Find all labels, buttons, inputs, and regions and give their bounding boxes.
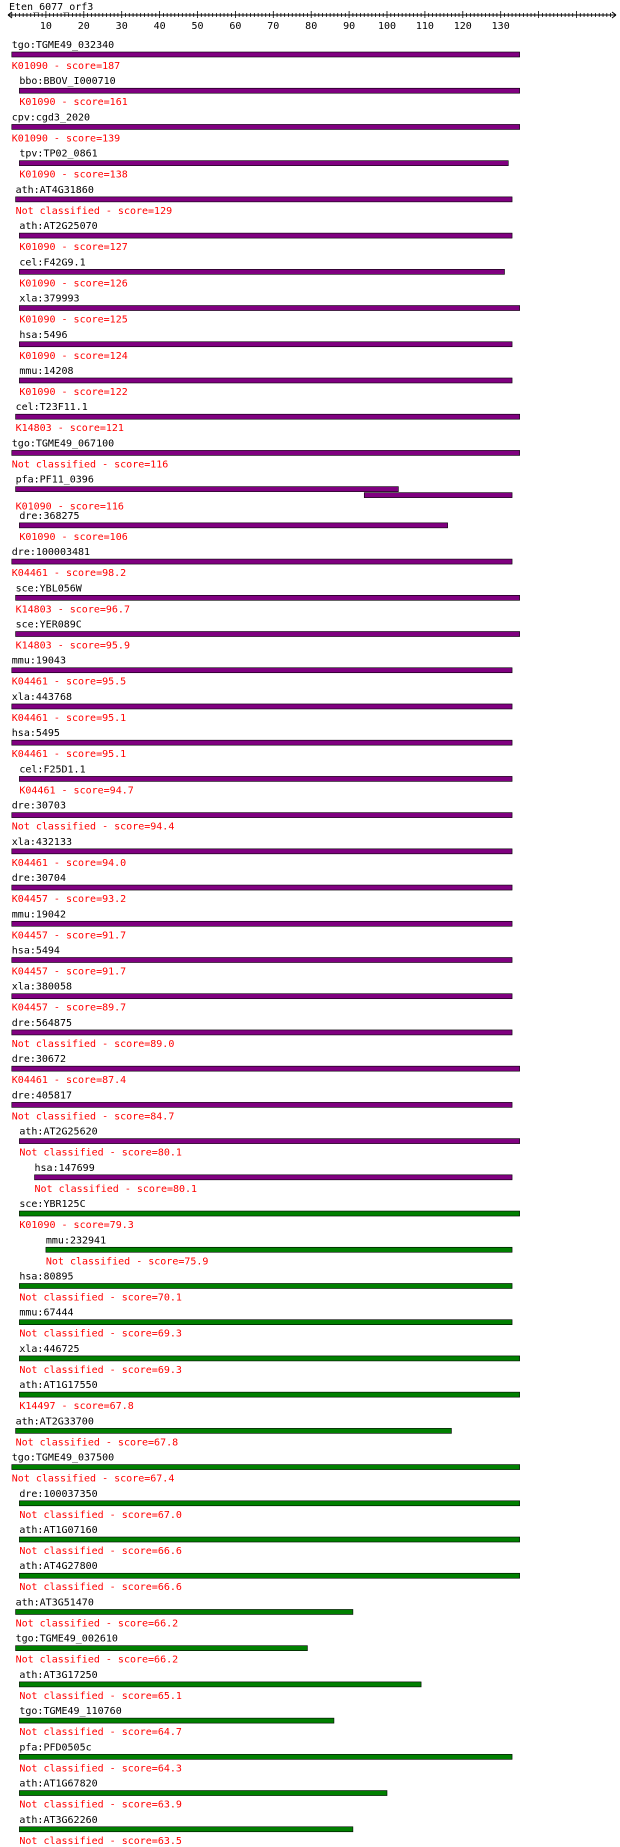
score-label: K01090 - score=127 [19, 242, 128, 254]
hit-row [19, 330, 512, 362]
alignment-bar[interactable] [16, 414, 520, 419]
gene-name-label[interactable]: ath:AT2G33700 [15, 1416, 94, 1428]
gene-name-label[interactable]: dre:564875 [11, 1017, 73, 1029]
alignment-bar[interactable] [12, 124, 520, 129]
score-label: K01090 - score=106 [19, 531, 128, 543]
hit-row [19, 1308, 512, 1340]
alignment-bar[interactable] [19, 161, 508, 166]
alignment-bar[interactable] [19, 1754, 512, 1759]
hit-row [12, 438, 520, 470]
hit-row [35, 1163, 513, 1195]
gene-name-label[interactable]: sce:YER089C [15, 619, 82, 631]
hit-row [12, 547, 512, 579]
gene-name-label[interactable]: dre:368275 [19, 510, 80, 522]
alignment-bar[interactable] [12, 921, 512, 926]
alignment-bar[interactable] [19, 1356, 519, 1361]
score-label: Not classified - score=75.9 [45, 1256, 209, 1268]
gene-name-label[interactable]: mmu:19043 [11, 655, 66, 667]
score-label: K01090 - score=79.3 [19, 1220, 134, 1232]
gene-name-label[interactable]: pfa:PFD0505c [19, 1742, 92, 1754]
hit-row [16, 402, 520, 434]
gene-name-label[interactable]: cel:F25D1.1 [19, 764, 86, 776]
hit-row [12, 728, 512, 760]
score-label: K04457 - score=91.7 [11, 930, 127, 942]
score-label: K01090 - score=122 [19, 386, 128, 398]
alignment-bar[interactable] [19, 306, 519, 311]
score-label: Not classified - score=67.8 [15, 1437, 179, 1449]
score-label: Not classified - score=66.2 [15, 1654, 179, 1666]
hit-row [12, 1054, 520, 1086]
score-label: Not classified - score=70.1 [19, 1292, 182, 1304]
alignment-bar[interactable] [12, 740, 512, 745]
gene-name-label[interactable]: dre:30672 [11, 1054, 66, 1066]
axis-tick-label: 70 [267, 21, 280, 32]
axis-tick-label: 30 [115, 21, 128, 32]
axis-tick-label: 130 [491, 21, 510, 32]
gene-name-label[interactable]: ath:AT1G07160 [19, 1525, 98, 1537]
score-label: K01090 - score=116 [15, 501, 124, 513]
axis-tick-label: 10 [39, 21, 52, 32]
alignment-bar[interactable] [19, 1827, 353, 1832]
score-label: K14803 - score=121 [15, 423, 124, 435]
axis-tick-label: 120 [453, 21, 472, 32]
hit-row [19, 1489, 519, 1521]
alignment-bar[interactable] [12, 1465, 520, 1470]
gene-name-label[interactable]: tpv:TP02_0861 [19, 148, 98, 160]
score-label: K04457 - score=89.7 [11, 1002, 127, 1014]
gene-name-label[interactable]: ath:AT3G62260 [19, 1814, 98, 1826]
gene-name-label[interactable]: xla:446725 [19, 1343, 80, 1355]
axis-tick-label: 100 [377, 21, 397, 32]
gene-name-label[interactable]: hsa:5495 [11, 728, 60, 740]
alignment-bar[interactable] [19, 1211, 519, 1216]
score-label: K01090 - score=124 [19, 350, 128, 362]
score-label: K04461 - score=94.0 [11, 857, 127, 869]
score-label: K04461 - score=95.1 [11, 712, 127, 724]
gene-name-label[interactable]: ath:AT2G25620 [19, 1126, 98, 1138]
score-label: Not classified - score=65.1 [19, 1690, 182, 1702]
gene-name-label[interactable]: tgo:TGME49_037500 [11, 1452, 115, 1464]
hit-row [16, 1416, 452, 1448]
hit-row [19, 1271, 512, 1303]
hit-row [19, 1779, 387, 1811]
alignment-bar[interactable] [19, 378, 512, 383]
axis-tick-label: 110 [415, 21, 434, 32]
score-label: K14803 - score=96.7 [15, 604, 130, 616]
hit-row [12, 1018, 512, 1050]
alignment-bar[interactable] [12, 813, 512, 818]
hit-row [19, 511, 447, 543]
alignment-bar[interactable] [19, 88, 519, 93]
score-label: K04461 - score=95.5 [11, 676, 127, 688]
alignment-bar[interactable] [12, 704, 512, 709]
score-label: Not classified - score=116 [11, 459, 169, 471]
score-label: K04461 - score=95.1 [11, 749, 127, 761]
gene-name-label[interactable]: dre:100003481 [11, 547, 91, 559]
hit-row [19, 149, 508, 181]
alignment-bar[interactable] [46, 1247, 512, 1252]
gene-name-label[interactable]: ath:AT3G17250 [19, 1669, 98, 1681]
hit-row [12, 112, 520, 144]
hit-row [19, 764, 512, 796]
hit-row [19, 1380, 519, 1412]
score-label: Not classified - score=129 [15, 205, 173, 217]
alignment-bar[interactable] [19, 1537, 519, 1542]
alignment-bar[interactable] [12, 450, 520, 455]
hit-row [19, 1706, 334, 1738]
gene-name-label[interactable]: cel:T23F11.1 [15, 402, 88, 414]
alignment-bar[interactable] [16, 595, 520, 600]
gene-name-label[interactable]: hsa:80895 [19, 1271, 74, 1283]
alignment-bar[interactable] [12, 1030, 512, 1035]
alignment-bar[interactable] [16, 1428, 452, 1433]
alignment-bar[interactable] [19, 233, 512, 238]
alignment-bar[interactable] [16, 1609, 353, 1614]
alignment-bar[interactable] [12, 668, 512, 673]
alignment-bar[interactable] [12, 849, 512, 854]
alignment-bar[interactable] [12, 1066, 520, 1071]
hit-row [19, 1670, 421, 1702]
alignment-bar[interactable] [12, 559, 512, 564]
gene-name-label[interactable]: bbo:BBOV_I000710 [19, 76, 116, 88]
alignment-bar[interactable] [19, 523, 447, 528]
gene-name-label[interactable]: dre:405817 [11, 1090, 73, 1102]
gene-name-label[interactable]: dre:100037350 [19, 1488, 98, 1500]
hit-row [12, 1090, 512, 1122]
chart-title: Eten_6077_orf3 [9, 2, 94, 13]
score-label: Not classified - score=67.0 [19, 1509, 182, 1521]
score-label: Not classified - score=64.7 [19, 1727, 182, 1739]
score-label: Not classified - score=66.6 [19, 1582, 182, 1594]
score-label: Not classified - score=66.6 [19, 1546, 182, 1558]
hit-row [19, 257, 504, 289]
score-label: K04461 - score=98.2 [11, 568, 127, 580]
axis-tick-label: 40 [153, 21, 166, 32]
hit-row [19, 1127, 519, 1159]
score-label: Not classified - score=80.1 [34, 1183, 198, 1195]
alignment-bar[interactable] [16, 197, 512, 202]
alignment-bar[interactable] [19, 1501, 519, 1506]
hit-row [19, 1742, 512, 1774]
gene-name-label[interactable]: mmu:14208 [19, 365, 74, 377]
alignment-bar[interactable] [12, 885, 512, 890]
score-label: K01090 - score=126 [19, 278, 128, 290]
axis-tick-label: 90 [343, 21, 356, 32]
score-label: Not classified - score=89.0 [11, 1038, 175, 1050]
score-label: Not classified - score=64.3 [19, 1763, 182, 1775]
alignment-bar[interactable] [19, 342, 512, 347]
score-label: Not classified - score=84.7 [11, 1111, 175, 1123]
alignment-bar[interactable] [19, 269, 504, 274]
hit-row [12, 946, 512, 978]
alignment-bar[interactable] [19, 1573, 519, 1578]
alignment-bar[interactable] [19, 1139, 519, 1144]
alignment-bar[interactable] [19, 1320, 512, 1325]
alignment-bar[interactable] [19, 1392, 519, 1397]
gene-name-label[interactable]: ath:AT4G31860 [15, 184, 94, 196]
axis-tick-label: 60 [229, 21, 242, 32]
gene-name-label[interactable]: ath:AT2G25070 [19, 221, 98, 233]
hit-row [12, 982, 512, 1014]
hit-row [12, 873, 512, 905]
gene-name-label[interactable]: ath:AT1G67820 [19, 1778, 98, 1790]
alignment-bar[interactable] [12, 1102, 512, 1107]
gene-name-label[interactable]: mmu:19042 [11, 909, 66, 921]
score-label: K01090 - score=187 [11, 61, 121, 72]
score-label: K04461 - score=94.7 [19, 785, 134, 797]
score-label: Not classified - score=67.4 [11, 1473, 175, 1485]
hit-row [12, 909, 512, 941]
axis-tick-label: 20 [77, 21, 90, 32]
hit-row [19, 1199, 519, 1231]
gene-name-label[interactable]: xla:443768 [11, 691, 73, 703]
hit-row [16, 1597, 353, 1629]
gene-name-label[interactable]: xla:379993 [19, 293, 80, 305]
score-label: K01090 - score=161 [19, 97, 128, 109]
gene-name-label[interactable]: sce:YBR125C [19, 1199, 86, 1211]
alignment-bar[interactable] [19, 1718, 334, 1723]
gene-name-label[interactable]: dre:30704 [11, 873, 66, 885]
alignment-bar[interactable] [19, 1682, 421, 1687]
hit-rows [12, 40, 520, 1847]
gene-name-label[interactable]: hsa:147699 [34, 1162, 95, 1174]
gene-name-label[interactable]: hsa:5494 [11, 945, 60, 957]
gene-name-label[interactable]: hsa:5496 [19, 329, 68, 341]
alignment-bar[interactable] [12, 994, 512, 999]
hit-row [19, 1344, 519, 1376]
gene-name-label[interactable]: pfa:PF11_0396 [15, 474, 94, 486]
gene-name-label[interactable]: tgo:TGME49_110760 [19, 1706, 122, 1718]
hit-row [19, 294, 519, 326]
gene-name-label[interactable]: ath:AT3G51470 [15, 1597, 94, 1609]
hit-row [19, 1561, 519, 1593]
score-label: K01090 - score=125 [19, 314, 128, 326]
alignment-bar-segment[interactable] [364, 493, 512, 498]
gene-name-label[interactable]: mmu:67444 [19, 1307, 74, 1319]
alignment-bar[interactable] [16, 487, 399, 492]
gene-name-label[interactable]: xla:380058 [11, 981, 73, 993]
alignment-bar[interactable] [35, 1175, 513, 1180]
hit-row [12, 1453, 520, 1485]
alignment-bar[interactable] [16, 632, 520, 637]
score-label: K04457 - score=91.7 [11, 966, 127, 978]
hit-row [19, 1525, 519, 1557]
hit-row [12, 656, 512, 688]
alignment-bar[interactable] [12, 958, 512, 963]
gene-name-label[interactable]: cpv:cgd3_2020 [11, 112, 91, 124]
gene-name-label[interactable]: mmu:232941 [45, 1235, 107, 1247]
gene-name-label[interactable]: ath:AT1G17550 [19, 1380, 98, 1392]
score-label: Not classified - score=63.9 [19, 1799, 182, 1811]
score-label: K14497 - score=67.8 [19, 1401, 134, 1413]
alignment-bar[interactable] [19, 1283, 512, 1288]
score-label: Not classified - score=69.3 [19, 1328, 182, 1340]
gene-name-label[interactable]: ath:AT4G27800 [19, 1561, 98, 1573]
gene-name-label[interactable]: xla:432133 [11, 836, 73, 848]
axis-tick-label: 80 [305, 21, 318, 32]
alignment-bar[interactable] [19, 776, 512, 781]
gene-name-label[interactable]: cel:F42G9.1 [19, 257, 86, 269]
hit-row [46, 1235, 512, 1267]
hit-row [16, 475, 512, 513]
score-label: Not classified - score=69.3 [19, 1364, 182, 1376]
score-label: Not classified - score=80.1 [19, 1147, 182, 1159]
hit-row [19, 1815, 353, 1847]
gene-name-label[interactable]: tgo:TGME49_032340 [11, 40, 115, 51]
alignment-bar[interactable] [16, 1646, 308, 1651]
hit-row [16, 620, 520, 652]
axis-tick-label: 50 [191, 21, 204, 32]
score-label: Not classified - score=94.4 [11, 821, 175, 833]
hit-row [16, 583, 520, 615]
position-axis [8, 11, 616, 32]
gene-name-label[interactable]: tgo:TGME49_067100 [11, 438, 115, 450]
hit-row [16, 1634, 308, 1666]
alignment-bar[interactable] [19, 1791, 387, 1796]
score-label: Not classified - score=66.2 [15, 1618, 179, 1630]
hit-row [12, 801, 512, 833]
hit-row [19, 366, 512, 398]
score-label: K01090 - score=138 [19, 169, 128, 181]
hit-row [12, 692, 512, 724]
hit-row [16, 185, 512, 217]
hit-row [19, 221, 512, 253]
score-label: K04461 - score=87.4 [11, 1075, 127, 1087]
score-label: K04457 - score=93.2 [11, 894, 127, 906]
score-label: Not classified - score=63.5 [19, 1835, 182, 1847]
hit-row [19, 76, 519, 108]
gene-name-label[interactable]: dre:30703 [11, 800, 66, 812]
hit-row [12, 837, 512, 869]
gene-name-label[interactable]: sce:YBL056W [15, 583, 82, 595]
score-label: K01090 - score=139 [11, 133, 121, 145]
alignment-bar[interactable] [12, 52, 520, 57]
gene-name-label[interactable]: tgo:TGME49_002610 [15, 1633, 118, 1645]
score-label: K14803 - score=95.9 [15, 640, 130, 652]
hit-row [12, 40, 520, 72]
